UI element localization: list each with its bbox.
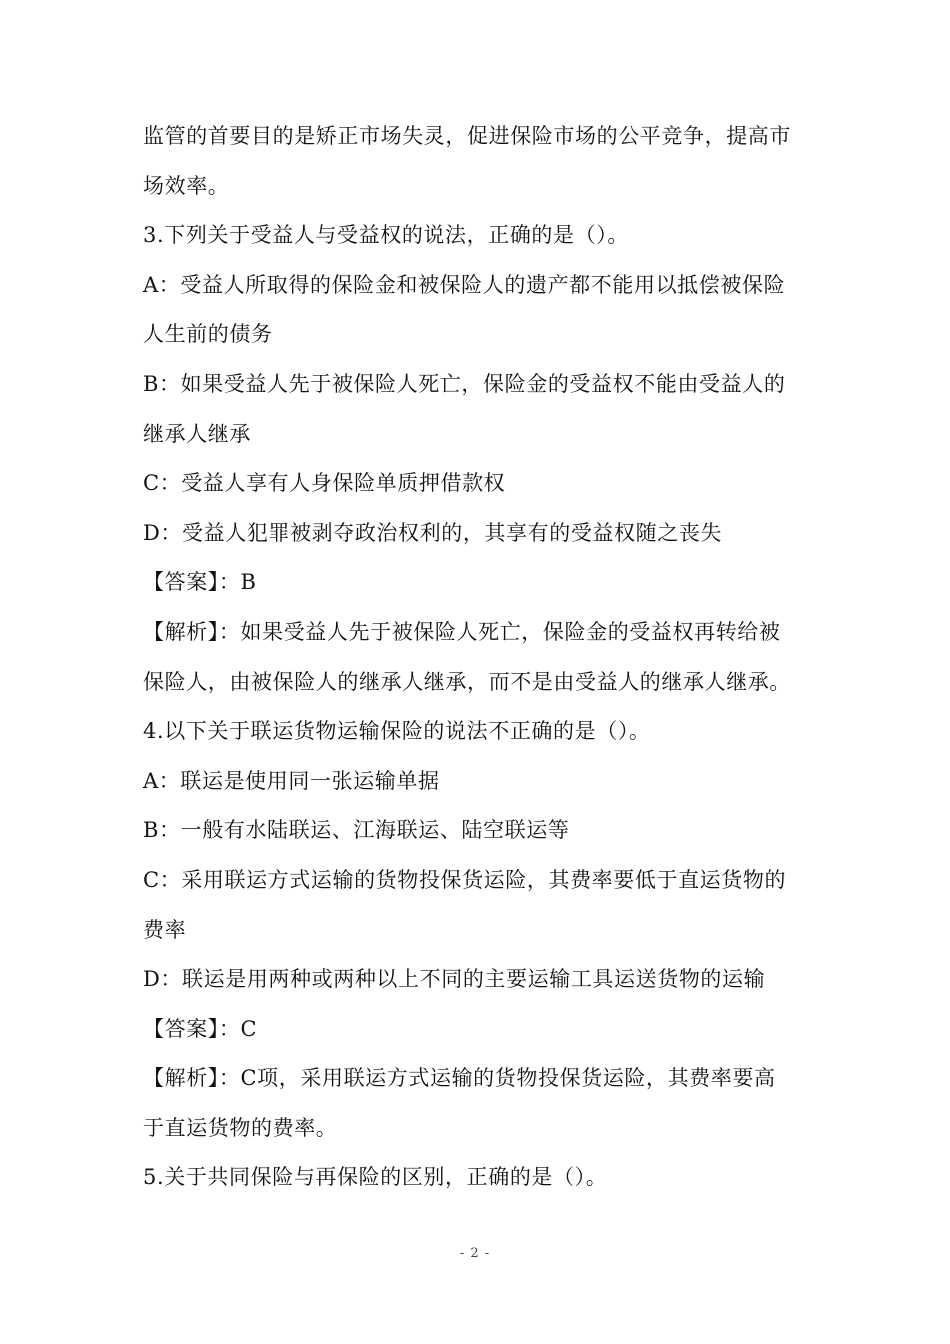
question-4-option-c-cont: 费率	[143, 917, 187, 942]
question-3-option-b-cont: 继承人继承	[143, 421, 251, 446]
question-3-option-c: C：受益人享有人身保险单质押借款权	[143, 471, 506, 496]
page-number: - 2 -	[459, 1246, 491, 1261]
page-body	[143, 112, 823, 1203]
question-4-explanation-cont: 于直运货物的费率。	[143, 1115, 338, 1140]
question-5-stem: 5.关于共同保险与再保险的区别，正确的是（）。	[143, 1165, 608, 1190]
question-3-explanation-cont: 保险人，由被保险人的继承人继承，而不是由受益人的继承人继承。	[143, 669, 791, 694]
question-4-option-a: A：联运是使用同一张运输单据	[143, 768, 440, 793]
question-3-option-d: D：受益人犯罪被剥夺政治权利的，其享有的受益权随之丧失	[143, 520, 723, 545]
question-4-option-d: D：联运是用两种或两种以上不同的主要运输工具运送货物的运输	[143, 967, 766, 992]
question-3-option-b: B：如果受益人先于被保险人死亡，保险金的受益权不能由受益人的	[143, 371, 786, 396]
question-4-option-c: C：采用联运方式运输的货物投保货运险，其费率要低于直运货物的	[143, 867, 787, 892]
text-line: 场效率。	[143, 173, 230, 198]
question-3-stem: 3.下列关于受益人与受益权的说法，正确的是（）。	[143, 223, 629, 248]
question-3-answer: 【答案】：B	[143, 570, 257, 595]
question-4-option-b: B：一般有水陆联运、江海联运、陆空联运等	[143, 818, 570, 843]
question-3-explanation: 【解析】：如果受益人先于被保险人死亡，保险金的受益权再转给被	[143, 619, 781, 644]
question-3-option-a-cont: 人生前的债务	[143, 322, 273, 347]
question-4-stem: 4.以下关于联运货物运输保险的说法不正确的是（）。	[143, 719, 651, 744]
question-4-answer: 【答案】：C	[143, 1016, 258, 1041]
text-line: 监管的首要目的是矫正市场失灵，促进保险市场的公平竞争，提高市	[143, 124, 791, 148]
question-4-explanation: 【解析】：C项，采用联运方式运输的货物投保货运险，其费率要高	[143, 1066, 776, 1091]
question-3-option-a: A：受益人所取得的保险金和被保险人的遗产都不能用以抵偿被保险	[143, 272, 786, 297]
